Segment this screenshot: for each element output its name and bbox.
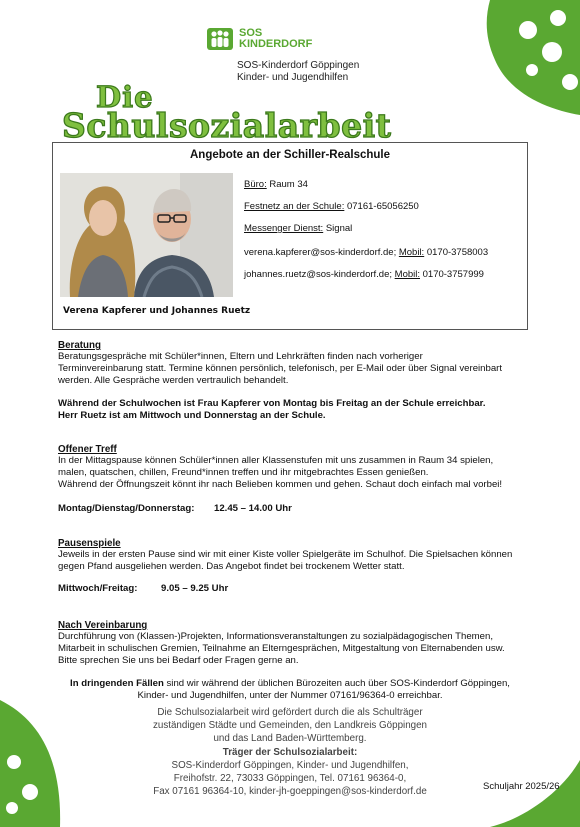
traeger-line3: Fax 07161 96364-10, kinder-jh-goeppingen@sos-kinderdorf.de bbox=[153, 786, 427, 798]
school-year: Schuljahr 2025/26 bbox=[483, 781, 560, 792]
traeger-line1: SOS-Kinderdorf Göppingen, Kinder- und Jugendhilfen, bbox=[171, 759, 409, 771]
dringend-line2: Kinder- und Jugendhilfen, unter der Nummer 07161/96364-0 erreichbar. bbox=[137, 690, 443, 701]
pausenspiele-heading: Pausenspiele bbox=[58, 538, 121, 549]
beratung-line1: Beratungsgespräche mit Schüler*innen, Eltern und Lehrkräften finden nach vorheriger bbox=[58, 351, 423, 362]
kapferer-mobile-value: 0170-3758003 bbox=[424, 247, 489, 258]
nach-vereinbarung-line1: Durchführung von (Klassen-)Projekten, Informationsveranstaltungen zu sozialpädagogischen Themen, bbox=[58, 631, 493, 642]
nach-vereinbarung-heading: Nach Vereinbarung bbox=[58, 620, 148, 631]
pausenspiele-days: Mittwoch/Freitag: bbox=[58, 583, 138, 594]
offener-treff-line1: In der Mittagspause können Schüler*innen aller Klassenstufen mit uns zusammen in Raum 34 spielen, bbox=[58, 455, 494, 466]
page-title: Schulsozialarbeit bbox=[62, 106, 392, 145]
office-line bbox=[244, 179, 308, 190]
pausenspiele-time: 9.05 – 9.25 Uhr bbox=[161, 583, 229, 594]
landline-label: Festnetz an der Schule: bbox=[244, 201, 345, 212]
corner-decoration-top-right bbox=[470, 0, 580, 115]
team-photo bbox=[60, 173, 233, 297]
nach-vereinbarung-line2: Mitarbeit in schulischen Gremien, Teilnahme an Elterngesprächen, Mitgestaltung von Elternabenden usw. bbox=[58, 643, 505, 654]
beratung-line2: Terminvereinbarung statt. Termine können persönlich, telefonisch, per E-Mail oder über Signal vereinbart bbox=[58, 363, 503, 374]
funding-line1: Die Schulsozialarbeit wird gefördert durch die als Schulträger bbox=[157, 707, 423, 718]
ruetz-email[interactable]: johannes.ruetz@sos-kinderdorf.de; bbox=[244, 269, 393, 280]
funding-line3: und das Land Baden-Württemberg. bbox=[213, 733, 367, 745]
beratung-heading: Beratung bbox=[58, 340, 102, 351]
logo-wordmark bbox=[239, 28, 312, 50]
pausenspiele-line1: Jeweils in der ersten Pause sind wir mit einer Kiste voller Spielgeräte im Schulhof. Die Spielsachen können bbox=[58, 549, 513, 560]
messenger-value: Signal bbox=[323, 223, 353, 234]
landline-value: 07161-65056250 bbox=[344, 201, 419, 212]
beratung-line3: werden. Alle Gespräche werden vertraulich behandelt. bbox=[58, 375, 289, 386]
kapferer-email[interactable]: verena.kapferer@sos-kinderdorf.de; bbox=[244, 247, 397, 258]
footer-block bbox=[100, 706, 480, 798]
messenger-label: Messenger Dienst: bbox=[244, 223, 324, 234]
family-icon bbox=[207, 28, 233, 50]
logo-sub-line1: SOS-Kinderdorf Göppingen bbox=[237, 60, 360, 71]
nach-vereinbarung-line3: Bitte sprechen Sie uns bei Bedarf oder Fragen gerne an. bbox=[58, 655, 299, 666]
offener-treff-line2: malen, quatschen, chillen, Freund*innen treffen und ihr mitgebrachtes Essen genießen. bbox=[58, 467, 429, 478]
beratung-availability1: Während der Schulwochen ist Frau Kapferer von Montag bis Freitag an der Schule erreichbar. bbox=[58, 398, 486, 409]
title-die: Die bbox=[96, 80, 154, 114]
dringend-line1 bbox=[40, 678, 540, 690]
corner-decoration-bottom-right bbox=[490, 760, 580, 827]
office-value: Raum 34 bbox=[266, 179, 308, 190]
offener-treff-days: Montag/Dienstag/Donnerstag: bbox=[58, 503, 195, 514]
dringend-bold: In dringenden Fällen bbox=[70, 678, 164, 689]
beratung-availability2: Herr Ruetz ist am Mittwoch und Donnerstag an der Schule. bbox=[58, 410, 326, 421]
kapferer-mobile-label: Mobil: bbox=[398, 247, 425, 258]
corner-decoration-bottom-left bbox=[0, 700, 70, 827]
ruetz-mobile-label: Mobil: bbox=[394, 269, 420, 280]
logo-line1: SOS bbox=[239, 27, 263, 39]
office-label: Büro: bbox=[244, 179, 267, 190]
landline-line bbox=[244, 201, 419, 212]
dringend-rest: sind wir während der üblichen Bürozeiten auch über SOS-Kinderdorf Göppingen, bbox=[163, 678, 510, 689]
logo-sub-line2: Kinder- und Jugendhilfen bbox=[237, 72, 349, 83]
offener-treff-line3: Während der Öffnungszeit könnt ihr nach Belieben kommen und gehen. Schaut doch einfach mal vorbei! bbox=[58, 479, 503, 490]
info-box bbox=[52, 142, 528, 330]
offener-treff-heading: Offener Treff bbox=[58, 444, 117, 455]
funding-line2: zuständigen Städte und Gemeinden, den Landkreis Göppingen bbox=[153, 720, 427, 732]
traeger-line2: Freihofstr. 22, 73033 Göppingen, Tel. 07161 96364-0, bbox=[173, 773, 407, 785]
pausenspiele-line2: gegen Pfand ausgeliehen werden. Das Angebot findet bei trockenem Wetter statt. bbox=[58, 561, 405, 572]
traeger-heading: Träger der Schulsozialarbeit: bbox=[222, 746, 358, 758]
messenger-line bbox=[244, 223, 352, 234]
offener-treff-time: 12.45 – 14.00 Uhr bbox=[214, 503, 292, 514]
contact-ruetz bbox=[244, 269, 484, 280]
sos-kinderdorf-logo bbox=[207, 28, 312, 50]
contact-kapferer bbox=[244, 247, 488, 258]
photo-caption: Verena Kapferer und Johannes Ruetz bbox=[63, 306, 251, 316]
logo-line2: KINDERDORF bbox=[239, 38, 313, 50]
logo-subtitle bbox=[237, 60, 359, 84]
ruetz-mobile-value: 0170-3757999 bbox=[420, 269, 484, 280]
info-box-heading: Angebote an der Schiller-Realschule bbox=[189, 149, 391, 161]
